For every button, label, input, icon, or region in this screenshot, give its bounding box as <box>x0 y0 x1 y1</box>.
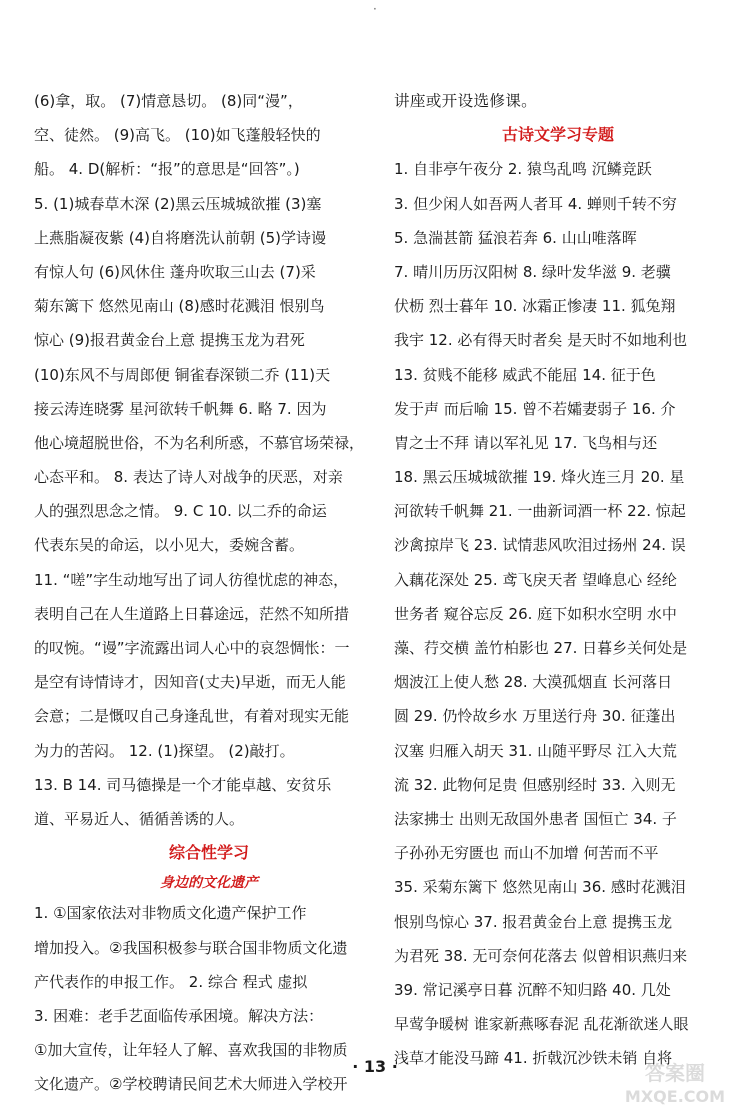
text-line: 18. 黑云压城城欲摧 19. 烽火连三月 20. 星 <box>394 468 685 487</box>
watermark-text-top: 答案圈 <box>645 1061 705 1085</box>
text-line: 胄之士不拜 请以军礼见 17. 飞鸟相与还 <box>394 433 658 452</box>
text-line: (6)拿，取。 (7)情意恳切。 (8)同“漫”， <box>34 92 303 110</box>
text-line: 圆 29. 仍怜故乡水 万里送行舟 30. 征蓬出 <box>394 707 676 726</box>
text-line: 船。 4. D(解析：“报”的意思是“回答”。) <box>34 160 300 179</box>
text-line: 1. 自非亭午夜分 2. 猿鸟乱鸣 沉鳞竞跃 <box>394 160 652 179</box>
text-line: 烟波江上使人愁 28. 大漠孤烟直 长河落日 <box>394 673 673 692</box>
text-line: 沙禽掠岸飞 23. 试情悲风吹泪过扬州 24. 误 <box>394 536 686 555</box>
right-column <box>394 84 722 1075</box>
section-title: 古诗文学习专题 <box>501 125 614 145</box>
text-line: (10)东风不与周郎便 铜雀春深锁二乔 (11)天 <box>34 365 331 384</box>
text-line: 入藕花深处 25. 鸢飞戾天者 望峰息心 经纶 <box>394 570 677 589</box>
text-line: 讲座或开设选修课。 <box>394 92 538 110</box>
watermark-logo <box>600 1058 750 1110</box>
text-line: 是空有诗情诗才，因知音(丈夫)早逝，而无人能 <box>34 673 346 692</box>
text-line: 表明自己在人生道路上日暮途远，茫然不知所措 <box>34 604 350 623</box>
text-line: 7. 晴川历历汉阳树 8. 绿叶发华滋 9. 老骥 <box>394 262 671 281</box>
text-line: 河欲转千帆舞 21. 一曲新词酒一杯 22. 惊起 <box>394 502 686 521</box>
text-line: 法家拂士 出则无敌国外患者 国恒亡 34. 子 <box>394 809 677 828</box>
text-line: 1. ①国家依法对非物质文化遗产保护工作 <box>34 904 307 923</box>
text-line: 接云涛连晓雾 星河欲转千帆舞 6. 略 7. 因为 <box>34 399 327 418</box>
text-line: 代表东吴的命运，以小见大，委婉含蓄。 <box>34 536 305 555</box>
text-line: 为力的苦闷。 12. (1)探望。 (2)敲打。 <box>34 741 295 760</box>
text-line: 的叹惋。“谩”字流露出词人心中的哀怨惆怅：一 <box>34 639 350 657</box>
section-subtitle: 身边的文化遗产 <box>160 875 258 892</box>
text-line: 我宇 12. 必有得天时者矣 是天时不如地利也 <box>394 331 688 350</box>
text-line: 3. 但少闲人如吾两人者耳 4. 蝉则千转不穷 <box>394 194 677 213</box>
text-line: 发于声 而后喻 15. 曾不若孀妻弱子 16. 介 <box>394 399 676 418</box>
text-line: 早莺争暖树 谁家新燕啄春泥 乱花渐欲迷人眼 <box>394 1015 689 1034</box>
text-line: 增加投入。②我国积极参与联合国非物质文化遗 <box>34 938 348 957</box>
section-title: 综合性学习 <box>168 843 249 863</box>
left-column <box>34 84 384 1101</box>
text-line: 11. “嗟”字生动地写出了词人彷徨忧虑的神态， <box>34 570 349 589</box>
text-line: 为君死 38. 无可奈何花落去 似曾相识燕归来 <box>394 946 688 965</box>
text-line: 35. 采菊东篱下 悠然见南山 36. 感时花溅泪 <box>394 878 686 897</box>
text-line: 他心境超脱世俗，不为名利所惑，不慕官场荣禄， <box>34 433 365 452</box>
watermark-text-bottom: MXQE.COM <box>624 1087 726 1106</box>
text-line: 3. 困难：老手艺面临传承困境。解决方法： <box>34 1006 324 1025</box>
text-line: 伏枥 烈士暮年 10. 冰霜正惨凄 11. 狐兔翔 <box>394 297 676 316</box>
text-line: 5. 急湍甚箭 猛浪若奔 6. 山山唯落晖 <box>394 228 637 247</box>
text-line: 文化遗产。②学校聘请民间艺术大师进入学校开 <box>34 1075 348 1094</box>
text-line: 恨别鸟惊心 37. 报君黄金台上意 提携玉龙 <box>394 912 673 931</box>
text-line: 心态平和。 8. 表达了诗人对战争的厌恶，对亲 <box>34 468 343 487</box>
text-line: 子孙孙无穷匮也 而山不加增 何苦而不平 <box>394 844 659 863</box>
text-line: 13. B 14. 司马德操是一个才能卓越、安贫乐 <box>34 775 332 794</box>
text-line: 有惊人句 (6)风休住 蓬舟吹取三山去 (7)采 <box>34 262 316 281</box>
text-line: 藻、荇交横 盖竹柏影也 27. 日暮乡关何处是 <box>394 639 688 657</box>
page-number: · 13 · <box>352 1057 398 1076</box>
text-line: 浅草才能没马蹄 41. 折戟沉沙铁未销 自将 <box>394 1049 673 1068</box>
text-line: 产代表作的申报工作。 2. 综合 程式 虚拟 <box>34 972 308 991</box>
text-line: 39. 常记溪亭日暮 沉醉不知归路 40. 几处 <box>394 980 671 999</box>
text-line: 世务者 窥谷忘反 26. 庭下如积水空明 水中 <box>394 604 677 623</box>
text-line: 菊东篱下 悠然见南山 (8)感时花溅泪 恨别鸟 <box>34 297 325 316</box>
text-line: 13. 贫贱不能移 威武不能屈 14. 征于色 <box>394 365 656 384</box>
text-line: 人的强烈思念之情。 9. C 10. 以二乔的命运 <box>34 502 327 521</box>
text-line: 5. (1)城春草木深 (2)黑云压城城欲摧 (3)塞 <box>34 194 322 213</box>
text-line: 汉塞 归雁入胡天 31. 山随平野尽 江入大荒 <box>394 741 677 760</box>
text-line: 会意；二是慨叹自己身逢乱世，有着对现实无能 <box>34 707 350 726</box>
text-line: 道、平易近人、循循善诱的人。 <box>34 809 245 828</box>
text-line: 上燕脂凝夜紫 (4)自将磨洗认前朝 (5)学诗谩 <box>34 228 327 247</box>
top-dot-mark: · <box>373 2 377 16</box>
text-line: 空、徒然。 (9)高飞。 (10)如飞蓬般轻快的 <box>34 126 321 145</box>
text-line: 流 32. 此物何足贵 但感别经时 33. 入则无 <box>394 775 676 794</box>
text-line: ①加大宣传，让年轻人了解、喜欢我国的非物质 <box>34 1041 348 1060</box>
text-line: 惊心 (9)报君黄金台上意 提携玉龙为君死 <box>34 331 305 350</box>
